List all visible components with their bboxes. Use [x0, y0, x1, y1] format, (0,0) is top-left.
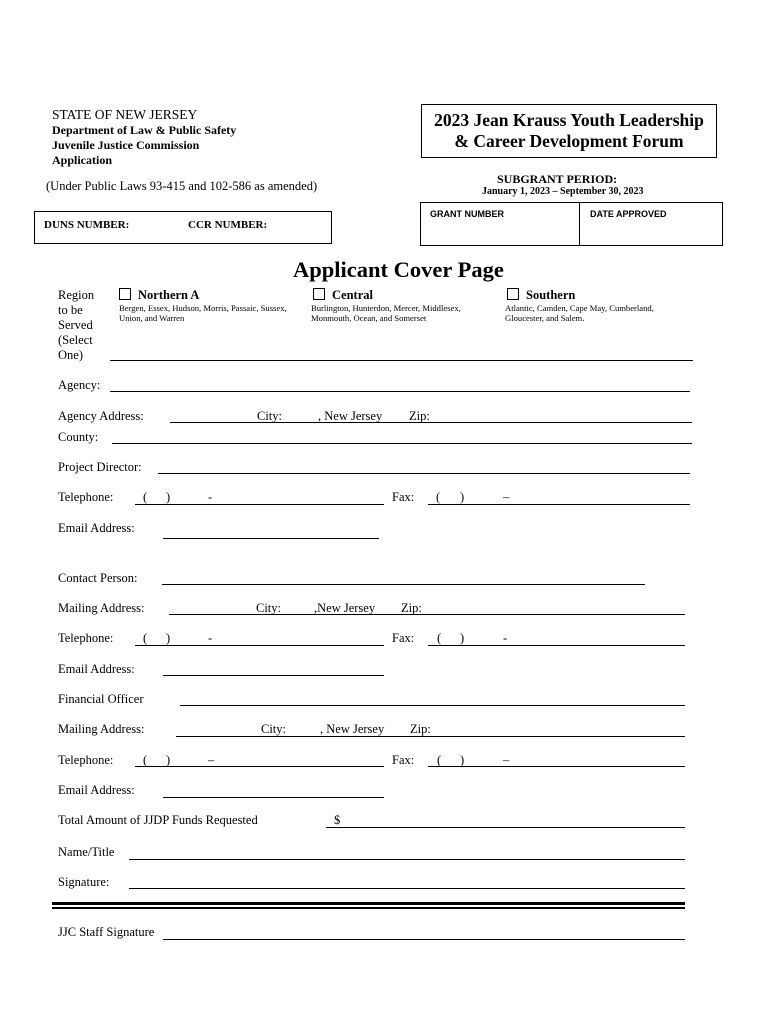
agency-fax-separator: – [503, 490, 510, 504]
financial-officer-field[interactable] [180, 705, 685, 706]
contact-zip-label: Zip: [401, 601, 422, 615]
contact-fax-open-paren: ( [437, 631, 442, 645]
agency-field[interactable] [110, 391, 690, 392]
contact-telephone-separator: - [208, 631, 213, 645]
agency-state-text: , New Jersey [318, 409, 383, 423]
department-name: Department of Law & Public Safety [52, 123, 237, 137]
financial-telephone-open-paren: ( [143, 753, 148, 767]
financial-email-label: Email Address: [58, 783, 135, 797]
grant-number-field[interactable] [421, 222, 578, 244]
agency-zip-label: Zip: [409, 409, 430, 423]
agency-address-field[interactable] [170, 422, 692, 423]
contact-telephone-field[interactable] [135, 645, 384, 646]
contact-telephone-open-paren: ( [143, 631, 148, 645]
agency-fax-close-paren: ) [460, 490, 465, 504]
contact-fax-close-paren: ) [460, 631, 465, 645]
forum-title-line2: & Career Development Forum [454, 131, 684, 151]
financial-telephone-close-paren: ) [166, 753, 171, 767]
central-checkbox[interactable] [313, 288, 325, 300]
staff-signature-field[interactable] [163, 939, 685, 940]
forum-title-line1: 2023 Jean Krauss Youth Leadership [434, 110, 704, 130]
financial-fax-open-paren: ( [437, 753, 442, 767]
region-underline [110, 360, 693, 361]
duns-number-field[interactable] [133, 214, 185, 240]
contact-mailing-address-field[interactable] [169, 614, 685, 615]
county-field[interactable] [112, 443, 692, 444]
contact-mailing-address-label: Mailing Address: [58, 601, 145, 615]
contact-telephone-close-paren: ) [166, 631, 171, 645]
date-approved-label: DATE APPROVED [590, 209, 667, 219]
agency-fax-field[interactable] [428, 504, 690, 505]
contact-fax-field[interactable] [428, 645, 685, 646]
contact-person-label: Contact Person: [58, 571, 138, 585]
funds-currency-symbol: $ [334, 813, 341, 827]
authority-note: (Under Public Laws 93-415 and 102-586 as amended) [46, 179, 318, 193]
subgrant-period-label: SUBGRANT PERIOD: [497, 172, 618, 186]
section-divider-thin [52, 907, 685, 909]
agency-email-label: Email Address: [58, 521, 135, 535]
financial-zip-label: Zip: [410, 722, 431, 736]
page-title: Applicant Cover Page [293, 257, 504, 282]
contact-city-label: City: [256, 601, 282, 615]
agency-email-field[interactable] [163, 538, 379, 539]
financial-email-field[interactable] [163, 797, 384, 798]
grant-box-divider [579, 202, 580, 246]
contact-email-label: Email Address: [58, 662, 135, 676]
section-divider-thick [52, 902, 685, 905]
agency-telephone-separator: - [208, 490, 213, 504]
region-label: Region to be Served (Select One) [58, 288, 95, 362]
name-title-label: Name/Title [58, 845, 115, 859]
ccr-number-field[interactable] [272, 214, 328, 240]
project-director-field[interactable] [158, 473, 690, 474]
northern-a-option-label: Northern A [138, 288, 200, 302]
staff-signature-label: JJC Staff Signature [58, 925, 155, 939]
signature-field[interactable] [129, 888, 685, 889]
financial-state-text: , New Jersey [320, 722, 385, 736]
financial-telephone-label: Telephone: [58, 753, 114, 767]
financial-telephone-separator: – [208, 753, 215, 767]
grant-number-label: GRANT NUMBER [430, 209, 504, 219]
contact-fax-separator: - [503, 631, 508, 645]
date-approved-field[interactable] [581, 222, 721, 244]
financial-fax-field[interactable] [428, 766, 685, 767]
subgrant-period-dates: January 1, 2023 – September 30, 2023 [482, 186, 644, 197]
agency-telephone-field[interactable] [135, 504, 384, 505]
signature-label: Signature: [58, 875, 110, 889]
northern-a-counties: Bergen, Essex, Hudson, Morris, Passaic, Sussex, Union, and Warren [119, 303, 287, 323]
agency-telephone-open-paren: ( [143, 490, 148, 504]
agency-city-label: City: [257, 409, 283, 423]
agency-fax-label: Fax: [392, 490, 415, 504]
financial-telephone-field[interactable] [135, 766, 384, 767]
name-title-field[interactable] [129, 859, 685, 860]
southern-checkbox[interactable] [507, 288, 519, 300]
financial-mailing-address-field[interactable] [176, 736, 685, 737]
northern-a-checkbox[interactable] [119, 288, 131, 300]
southern-counties: Atlantic, Camden, Cape May, Cumberland, Gloucester, and Salem. [505, 303, 654, 323]
ccr-number-label: CCR NUMBER: [188, 219, 268, 231]
financial-mailing-address-label: Mailing Address: [58, 722, 145, 736]
project-director-label: Project Director: [58, 460, 142, 474]
funds-requested-field[interactable] [326, 827, 685, 828]
financial-fax-close-paren: ) [460, 753, 465, 767]
agency-telephone-label: Telephone: [58, 490, 114, 504]
southern-option-label: Southern [526, 288, 576, 302]
commission-name: Juvenile Justice Commission [52, 138, 200, 152]
contact-person-field[interactable] [162, 584, 645, 585]
agency-fax-open-paren: ( [436, 490, 441, 504]
financial-fax-separator: – [503, 753, 510, 767]
duns-number-label: DUNS NUMBER: [44, 219, 130, 231]
contact-telephone-label: Telephone: [58, 631, 114, 645]
contact-state-text: ,New Jersey [314, 601, 376, 615]
central-counties: Burlington, Hunterdon, Mercer, Middlesex, Monmouth, Ocean, and Somerset [311, 303, 461, 323]
agency-telephone-close-paren: ) [166, 490, 171, 504]
financial-fax-label: Fax: [392, 753, 415, 767]
funds-requested-label: Total Amount of JJDP Funds Requested [58, 813, 258, 827]
contact-fax-label: Fax: [392, 631, 415, 645]
financial-city-label: City: [261, 722, 287, 736]
state-name: STATE OF NEW JERSEY [52, 107, 198, 122]
financial-officer-label: Financial Officer [58, 692, 144, 706]
contact-email-field[interactable] [163, 675, 384, 676]
agency-label: Agency: [58, 378, 101, 392]
document-type: Application [52, 153, 113, 167]
county-label: County: [58, 430, 99, 444]
agency-address-label: Agency Address: [58, 409, 144, 423]
central-option-label: Central [332, 288, 373, 302]
